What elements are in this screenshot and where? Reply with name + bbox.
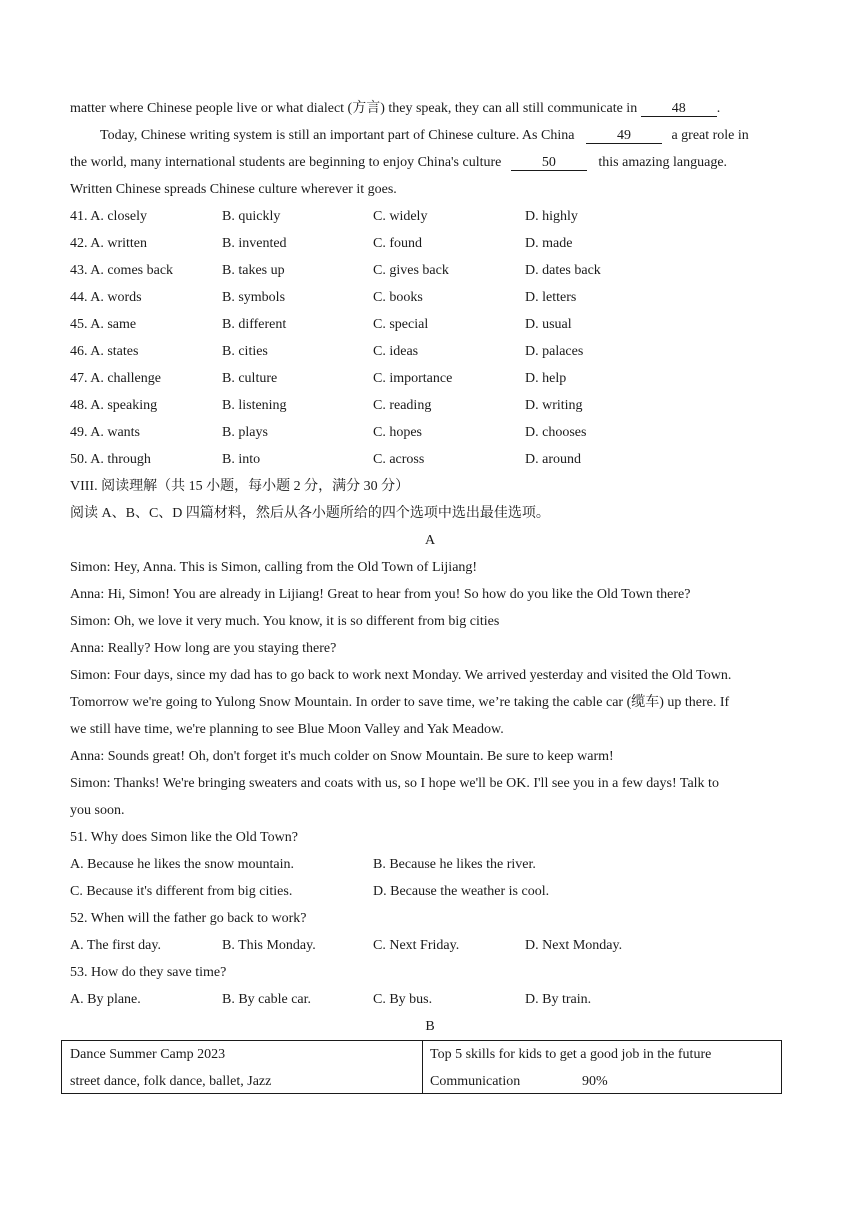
option-b: B. Because he likes the river. bbox=[373, 857, 536, 872]
option-b: B. This Monday. bbox=[222, 938, 316, 953]
option-c: C. importance bbox=[373, 371, 453, 386]
blank-50: 50 bbox=[511, 156, 587, 171]
option-c: C. ideas bbox=[373, 344, 419, 359]
passage-text: Today, Chinese writing system is still an important part of Chinese culture. As China bbox=[100, 128, 578, 143]
passage-line bbox=[70, 154, 727, 172]
option-c: C. found bbox=[373, 236, 422, 251]
option-d: D. Because the weather is cool. bbox=[373, 884, 550, 899]
question-number: 47. bbox=[70, 371, 88, 386]
option-b: B. cities bbox=[222, 344, 268, 359]
option-d: D. made bbox=[525, 236, 573, 251]
option-b: B. By cable car. bbox=[222, 992, 312, 1007]
question-number: 44. bbox=[70, 290, 88, 305]
option-c: C. Next Friday. bbox=[373, 938, 460, 953]
dialogue-line: Simon: Hey, Anna. This is Simon, calling from the Old Town of Lijiang! bbox=[70, 560, 478, 575]
skill-percentage: 90% bbox=[582, 1074, 608, 1089]
table-divider bbox=[422, 1041, 423, 1093]
section-heading: VIII. 阅读理解（共 15 小题，每小题 2 分，满分 30 分） bbox=[70, 479, 410, 494]
question-number: 50. bbox=[70, 452, 88, 467]
passage-text: a great role in bbox=[667, 128, 749, 143]
dialogue-line: Anna: Sounds great! Oh, don't forget it's much colder on Snow Mountain. Be sure to keep warm! bbox=[70, 749, 614, 764]
option-a: A. speaking bbox=[90, 398, 158, 413]
dialogue-line: you soon. bbox=[70, 803, 125, 818]
dialogue-line: Simon: Thanks! We're bringing sweaters and coats with us, so I hope we'll be OK. I'll see you in a few days! Talk to bbox=[70, 776, 719, 791]
dance-camp-title: Dance Summer Camp 2023 bbox=[70, 1047, 226, 1062]
option-d: D. highly bbox=[525, 209, 578, 224]
option-d: D. around bbox=[525, 452, 581, 467]
dialogue-line: Simon: Oh, we love it very much. You know, it is so different from big cities bbox=[70, 614, 500, 629]
question-number: 41. bbox=[70, 209, 88, 224]
question-51-stem: 51. Why does Simon like the Old Town? bbox=[70, 830, 298, 845]
option-a: A. through bbox=[90, 452, 151, 467]
question-number: 43. bbox=[70, 263, 88, 278]
passage-text: this amazing language. bbox=[594, 155, 728, 170]
option-a: A. By plane. bbox=[70, 992, 141, 1007]
dialogue-line: Simon: Four days, since my dad has to go back to work next Monday. We arrived yesterday and visited the Old Town. bbox=[70, 668, 732, 683]
option-c: C. By bus. bbox=[373, 992, 433, 1007]
option-d: D. usual bbox=[525, 317, 572, 332]
dance-camp-styles: street dance, folk dance, ballet, Jazz bbox=[70, 1074, 272, 1089]
blank-48: 48 bbox=[641, 102, 717, 117]
passage-text: matter where Chinese people live or what dialect (方言) they speak, they can all still communicate in bbox=[70, 101, 641, 116]
option-a: A. states bbox=[90, 344, 139, 359]
option-b: B. takes up bbox=[222, 263, 285, 278]
option-d: D. By train. bbox=[525, 992, 592, 1007]
option-b: B. culture bbox=[222, 371, 278, 386]
option-b: B. listening bbox=[222, 398, 287, 413]
question-52-stem: 52. When will the father go back to work? bbox=[70, 911, 307, 926]
question-number: 42. bbox=[70, 236, 88, 251]
option-d: D. writing bbox=[525, 398, 583, 413]
dialogue-line: Anna: Hi, Simon! You are already in Lijiang! Great to hear from you! So how do you like the Old Town there? bbox=[70, 587, 691, 602]
option-a: A. Because he likes the snow mountain. bbox=[70, 857, 294, 872]
option-a: A. words bbox=[90, 290, 142, 305]
question-number: 46. bbox=[70, 344, 88, 359]
option-c: C. hopes bbox=[373, 425, 422, 440]
passage-b-table bbox=[61, 1040, 782, 1094]
option-b: B. invented bbox=[222, 236, 287, 251]
passage-b-label: B bbox=[425, 1019, 435, 1034]
passage-text: the world, many international students are beginning to enjoy China's culture bbox=[70, 155, 505, 170]
passage-a-label: A bbox=[424, 533, 436, 548]
question-number: 48. bbox=[70, 398, 88, 413]
option-c: C. widely bbox=[373, 209, 428, 224]
option-a: A. The first day. bbox=[70, 938, 161, 953]
option-c: C. Because it's different from big cities. bbox=[70, 884, 293, 899]
option-d: D. palaces bbox=[525, 344, 584, 359]
option-a: A. closely bbox=[90, 209, 147, 224]
skill-name: Communication bbox=[430, 1074, 521, 1089]
option-b: B. plays bbox=[222, 425, 268, 440]
option-a: A. wants bbox=[90, 425, 141, 440]
option-a: A. comes back bbox=[90, 263, 174, 278]
option-d: D. Next Monday. bbox=[525, 938, 623, 953]
option-a: A. challenge bbox=[90, 371, 161, 386]
option-b: B. quickly bbox=[222, 209, 281, 224]
question-number: 45. bbox=[70, 317, 88, 332]
passage-line bbox=[100, 127, 749, 145]
skills-title: Top 5 skills for kids to get a good job in the future bbox=[430, 1047, 712, 1062]
option-a: A. written bbox=[90, 236, 147, 251]
passage-line bbox=[70, 100, 720, 118]
dialogue-line: Tomorrow we're going to Yulong Snow Mountain. In order to save time, we’re taking the cable car (缆车) up there. If bbox=[70, 695, 730, 710]
question-number: 49. bbox=[70, 425, 88, 440]
option-a: A. same bbox=[90, 317, 137, 332]
blank-49: 49 bbox=[586, 129, 662, 144]
option-c: C. across bbox=[373, 452, 425, 467]
option-d: D. help bbox=[525, 371, 567, 386]
option-c: C. books bbox=[373, 290, 423, 305]
section-instruction: 阅读 A、B、C、D 四篇材料，然后从各小题所给的四个选项中选出最佳选项。 bbox=[70, 506, 550, 521]
passage-text: . bbox=[716, 101, 721, 116]
option-b: B. different bbox=[222, 317, 287, 332]
option-b: B. into bbox=[222, 452, 261, 467]
passage-line: Written Chinese spreads Chinese culture wherever it goes. bbox=[70, 182, 397, 197]
question-53-stem: 53. How do they save time? bbox=[70, 965, 227, 980]
option-c: C. special bbox=[373, 317, 429, 332]
dialogue-line: Anna: Really? How long are you staying there? bbox=[70, 641, 337, 656]
option-c: C. reading bbox=[373, 398, 432, 413]
option-d: D. chooses bbox=[525, 425, 587, 440]
option-c: C. gives back bbox=[373, 263, 449, 278]
dialogue-line: we still have time, we're planning to see Blue Moon Valley and Yak Meadow. bbox=[70, 722, 504, 737]
option-d: D. letters bbox=[525, 290, 577, 305]
option-d: D. dates back bbox=[525, 263, 601, 278]
option-b: B. symbols bbox=[222, 290, 286, 305]
